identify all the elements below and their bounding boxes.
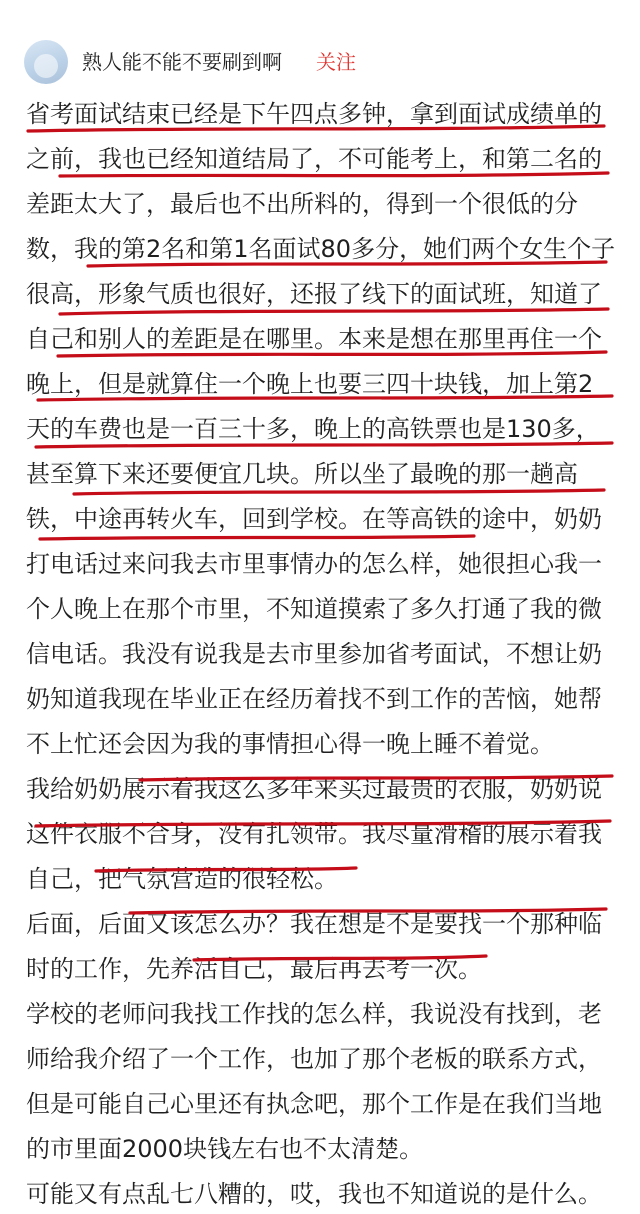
text-line: 很高，形象气质也很好，还报了线下的面试班，知道了 [26,280,602,308]
follow-button[interactable]: 关注 [316,50,356,74]
avatar[interactable] [24,40,68,84]
text-line: 晚上，但是就算住一个晚上也要三四十块钱，加上第2 [26,370,594,398]
text-line: 自己，把气氛营造的很轻松。 [26,865,338,893]
text-line: 省考面试结束已经是下午四点多钟，拿到面试成绩单的 [26,100,602,128]
text-line: 可能又有点乱七八糟的，哎，我也不知道说的是什么。 [26,1180,602,1208]
text-line: 学校的老师问我找工作找的怎么样，我说没有找到，老 [26,1000,602,1028]
text-line: 差距太大了，最后也不出所料的，得到一个很低的分 [26,190,578,218]
text-line: 的市里面2000块钱左右也不太清楚。 [26,1135,424,1163]
text-line: 数，我的第2名和第1名面试80多分，她们两个女生个子 [26,235,616,263]
post-header [0,0,640,92]
username[interactable]: 熟人能不能不要刷到啊 [82,50,282,74]
text-line: 自己和别人的差距是在哪里。本来是想在那里再住一个 [26,325,602,353]
text-line: 之前，我也已经知道结局了，不可能考上，和第二名的 [26,145,602,173]
text-line: 时的工作，先养活自己，最后再去考一次。 [26,955,482,983]
text-line: 甚至算下来还要便宜几块。所以坐了最晚的那一趟高 [26,460,578,488]
text-line: 个人晚上在那个市里，不知道摸索了多久打通了我的微 [26,595,602,623]
text-line: 但是可能自己心里还有执念吧，那个工作是在我们当地 [26,1090,602,1118]
text-line: 师给我介绍了一个工作，也加了那个老板的联系方式， [26,1045,602,1073]
text-line: 打电话过来问我去市里事情办的怎么样，她很担心我一 [26,550,602,578]
text-line: 这件衣服不合身，没有扎领带。我尽量滑稽的展示着我 [26,820,602,848]
text-line: 我给奶奶展示着我这么多年来买过最贵的衣服，奶奶说 [26,775,602,803]
text-line: 天的车费也是一百三十多，晚上的高铁票也是130多， [26,415,600,443]
text-line: 后面，后面又该怎么办？我在想是不是要找一个那种临 [26,910,602,938]
text-line: 铁，中途再转火车，回到学校。在等高铁的途中，奶奶 [26,505,602,533]
text-line: 奶知道我现在毕业正在经历着找不到工作的苦恼，她帮 [26,685,602,713]
text-line: 信电话。我没有说我是去市里参加省考面试，不想让奶 [26,640,602,668]
text-line: 不上忙还会因为我的事情担心得一晚上睡不着觉。 [26,730,554,758]
